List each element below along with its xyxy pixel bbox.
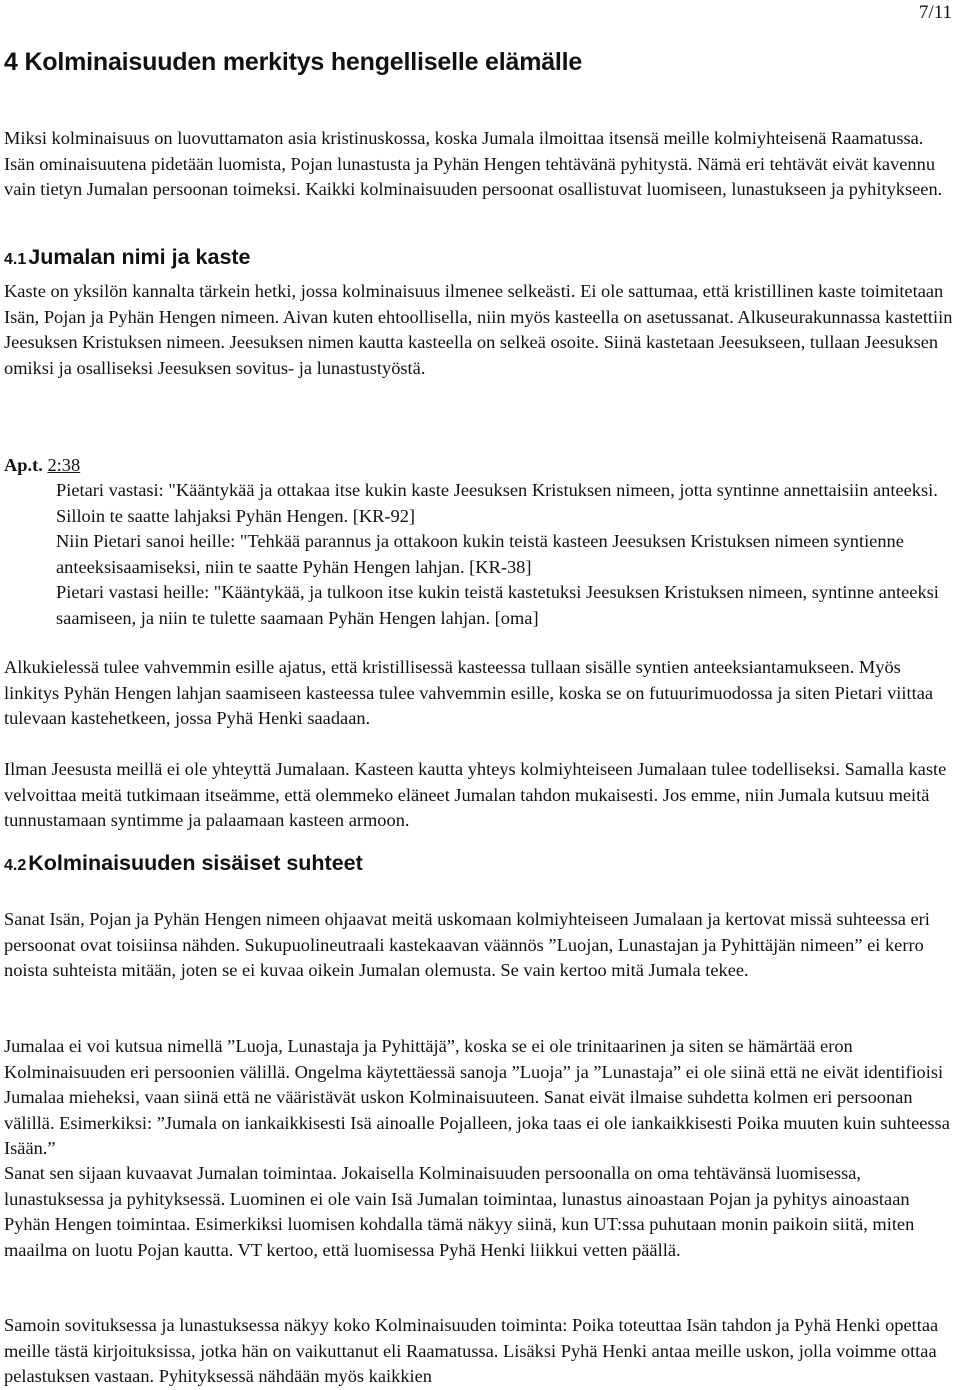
relations-paragraph-1: Sanat Isän, Pojan ja Pyhän Hengen nimeen ohjaavat meitä uskomaan kolmiyhteiseen Jumalaan ja kertovat missä suhteessa eri persoonat ovat toisiinsa nähden. Sukupuolineutraali kastekaavan väännös ”Luojan, Lunastajan ja Pyhittäjän nimeen” ei kerro noista suhteista mitään, joten se ei kuvaa oikein Jumalan olemusta. Se vain kertoo mitä Jumala tekee. xyxy=(4,909,930,980)
quote-kr92: Pietari vastasi: "Kääntykää ja ottakaa itse kukin kaste Jeesuksen Kristuksen nimeen, jotta syntinne annettaisiin anteeksi. Silloin te saatte lahjaksi Pyhän Hengen. [KR-92] xyxy=(56,480,938,526)
section-title: Kolminaisuuden sisäiset suhteet xyxy=(28,851,363,875)
quote-oma: Pietari vastasi heille: "Kääntykää, ja tulkoon itse kukin teistä kastetuksi Jeesuksen Kristuksen nimeen, syntinne anteeksi saamiseen, ja niin te tulette saamaan Pyhän Hengen lahjan. [oma] xyxy=(56,582,939,628)
original-language-paragraph: Alkukielessä tulee vahvemmin esille ajatus, että kristillisessä kasteessa tullaan sisälle syntien anteeksiantamukseen. Myös linkitys Pyhän Hengen lahjan saamiseen kasteessa tulee vahvemmin esille, koska se on futuurimuodossa ja siten Pietari viittaa tulevaan kastehetkeen, jossa Pyhä Henki saadaan. xyxy=(4,657,934,728)
scripture-verse[interactable]: 2:38 xyxy=(47,455,81,475)
relations-paragraph-3: Samoin sovituksessa ja lunastuksessa näkyy koko Kolminaisuuden toiminta: Poika toteuttaa Isän tahdon ja Pyhä Henki opettaa meille tästä kirjoituksissa, jotka hän on vaikuttanut eli Raamatussa. Lisäksi Pyhä Henki antaa meille uskon, jolla voimme ottaa pelastuksen vastaan. Pyhityksessä nähdään myös kaikkien xyxy=(4,1315,939,1386)
relations-paragraph-2a: Jumalaa ei voi kutsua nimellä ”Luoja, Lunastaja ja Pyhittäjä”, koska se ei ole trinitaarinen ja siten se hämärtää eron Kolminaisuuden eri persoonien välillä. Ongelma käytettäessä sanoja ”Luoja” ja ”Lunastaja” ei ole siinä että ne eivät identifioisi Jumalaa mieheksi, vaan siinä että ne vääristävät uskon Kolminaisuuteen. Sanat eivät ilmaise suhdetta kolmen eri persoonan välillä. Esimerkiksi: ”Jumala on iankaikkisesti Isä ainoalle Pojalleen, joka taas ei ole iankaikkisesti Poika muuten kuin suhteessa Isään.” xyxy=(4,1036,950,1158)
baptism-paragraph: Kaste on yksilön kannalta tärkein hetki, jossa kolminaisuus ilmenee selkeästi. Ei ole sattumaa, että kristillinen kaste toimitetaan Isän, Pojan ja Pyhän Hengen nimeen. Aivan kuten ehtoollisella, niin myös kasteella on asetussanat. Alkuseurakunnassa kastettiin Jeesuksen Kristuksen nimeen. Jeesuksen nimen kautta kasteella on selkeä osoite. Siinä kastetaan Jeesukseen, tullaan Jeesuksen omiksi ja osalliseksi Jeesuksen sovitus- ja lunastustyöstä. xyxy=(4,281,953,378)
intro-paragraph: Miksi kolminaisuus on luovuttamaton asia kristinuskossa, koska Jumala ilmoittaa itsensä meille kolmiyhteisenä Raamatussa. Isän ominaisuutena pidetään luomista, Pojan lunastusta ja Pyhän Hengen tehtävänä pyhitystä. Nämä eri tehtävät eivät kavennu vain tietyn Jumalan persoonan toimeksi. Kaikki kolminaisuuden persoonat osallistuvat luomiseen, lunastukseen ja pyhitykseen. xyxy=(4,128,943,199)
fellowship-paragraph: Ilman Jeesusta meillä ei ole yhteyttä Jumalaan. Kasteen kautta yhteys kolmiyhteiseen Jumalaan tulee todelliseksi. Samalla kaste velvoittaa meitä tutkimaan itseämme, että olemmeko eläneet Jumalan tahdon mukaisesti. Jos emme, niin Jumala kutsuu meitä tunnustamaan syntimme ja palaamaan kasteen armoon. xyxy=(4,759,947,830)
section-title: Jumalan nimi ja kaste xyxy=(28,245,251,269)
scripture-book: Ap.t. xyxy=(4,455,43,475)
section-heading-4-2 xyxy=(4,851,363,876)
page-number: 7/11 xyxy=(918,2,952,23)
section-number: 4.1 xyxy=(4,251,27,268)
section-number: 4.2 xyxy=(4,857,27,874)
chapter-heading: 4 Kolminaisuuden merkitys hengelliselle elämälle xyxy=(4,48,583,76)
scripture-quotes xyxy=(56,478,956,631)
section-heading-4-1 xyxy=(4,245,251,270)
relations-paragraph-2b: Sanat sen sijaan kuvaavat Jumalan toimintaa. Jokaisella Kolminaisuuden persoonalla on oma tehtävänsä luomisessa, lunastuksessa ja pyhityksessä. Luominen ei ole vain Isä Jumalan toimintaa, lunastus ainoastaan Pojan ja pyhitys ainoastaan Pyhän Hengen toimintaa. Esimerkiksi luomisen kohdalla tämä näkyy siinä, kun UT:ssa puhutaan monin paikoin siitä, miten maailma on luotu Pojan kautta. VT kertoo, että luomisessa Pyhä Henki liikkui vetten päällä. xyxy=(4,1163,915,1260)
quote-kr38: Niin Pietari sanoi heille: "Tehkää parannus ja ottakoon kukin teistä kasteen Jeesuksen Kristuksen nimeen syntienne anteeksisaamiseksi, niin te saatte Pyhän Hengen lahjan. [KR-38] xyxy=(56,531,904,577)
scripture-reference xyxy=(4,453,80,479)
